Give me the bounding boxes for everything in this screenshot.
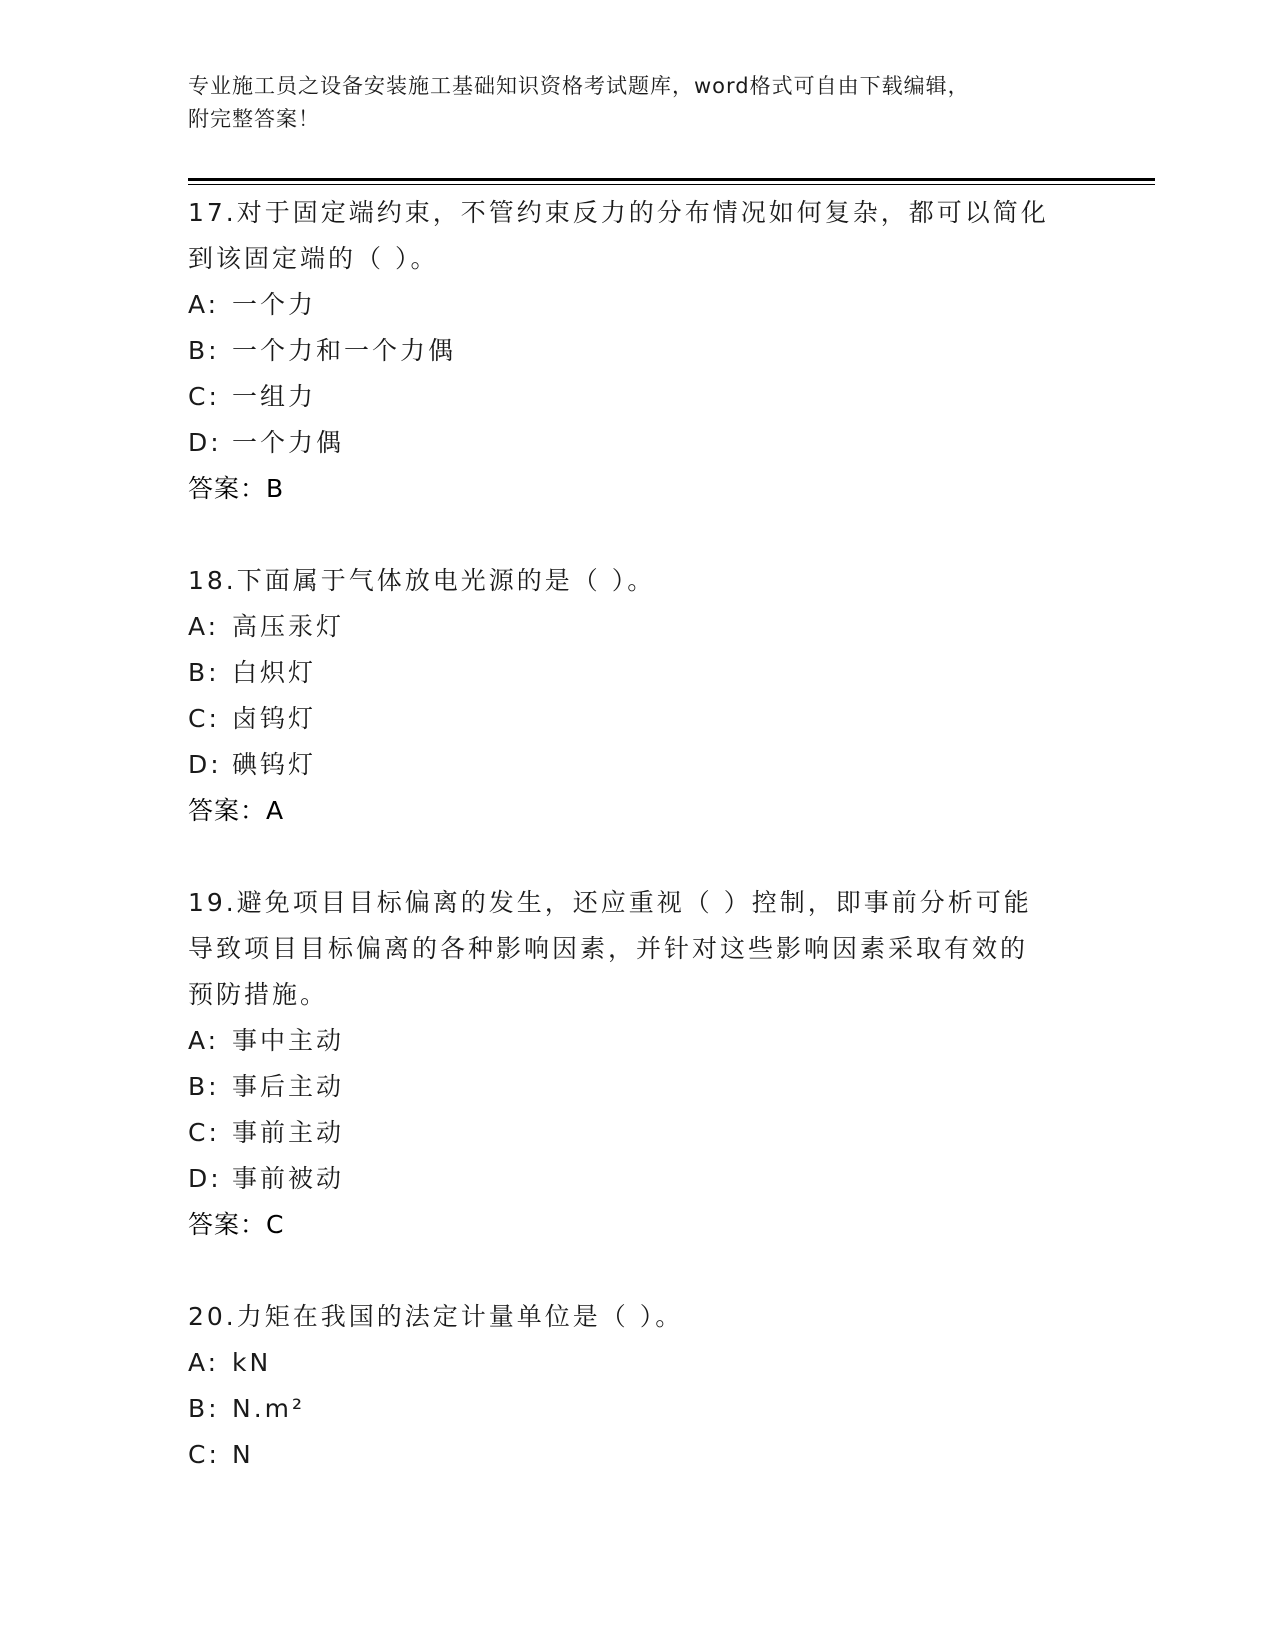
option-text: N — [232, 1440, 254, 1469]
question-stem — [188, 1294, 1088, 1340]
option-a — [188, 1340, 1088, 1386]
option-d — [188, 420, 1088, 466]
question-stem — [188, 558, 1088, 604]
option-key: C: — [188, 704, 220, 733]
option-d — [188, 742, 1088, 788]
question-stem-line: 导致项目目标偏离的各种影响因素，并针对这些影响因素采取有效的 — [188, 934, 1029, 963]
question-list — [188, 190, 1088, 1478]
question-stem — [188, 880, 1088, 1018]
question-stem-line: 到该固定端的（ ）。 — [188, 244, 439, 273]
answer-line: 答案：C — [188, 1210, 285, 1239]
option-text: 卤钨灯 — [232, 704, 317, 733]
option-text: 高压汞灯 — [232, 612, 345, 641]
header-divider-thin — [188, 184, 1155, 185]
option-d — [188, 1156, 1088, 1202]
header-divider-thick — [188, 178, 1155, 181]
option-a — [188, 1018, 1088, 1064]
question-spacer — [188, 1248, 1088, 1294]
option-text: 一个力偶 — [232, 428, 345, 457]
option-text: 一个力和一个力偶 — [232, 336, 457, 365]
question-stem — [188, 190, 1088, 282]
option-key: A: — [188, 1348, 220, 1377]
option-text: 事中主动 — [232, 1026, 345, 1055]
option-text: 一个力 — [232, 290, 317, 319]
option-b — [188, 1386, 1088, 1432]
option-text: N.m² — [232, 1394, 306, 1423]
option-key: B: — [188, 658, 220, 687]
option-text: 事前主动 — [232, 1118, 345, 1147]
option-text: 事前被动 — [232, 1164, 345, 1193]
question-spacer — [188, 834, 1088, 880]
option-a — [188, 282, 1088, 328]
option-text: 一组力 — [232, 382, 317, 411]
option-c — [188, 1432, 1088, 1478]
option-key: B: — [188, 1394, 220, 1423]
option-key: A: — [188, 612, 220, 641]
option-b — [188, 328, 1088, 374]
option-key: D: — [188, 428, 222, 457]
option-text: 碘钨灯 — [232, 750, 317, 779]
question-stem-line: 预防措施。 — [188, 980, 329, 1009]
header-line-2: 附完整答案！ — [188, 107, 320, 131]
question-spacer — [188, 512, 1088, 558]
option-c — [188, 374, 1088, 420]
option-key: D: — [188, 750, 222, 779]
option-text: kN — [232, 1348, 272, 1377]
question-18 — [188, 558, 1088, 880]
option-key: C: — [188, 1118, 220, 1147]
option-text: 白炽灯 — [232, 658, 317, 687]
question-20 — [188, 1294, 1088, 1478]
option-key: A: — [188, 290, 220, 319]
option-key: C: — [188, 1440, 220, 1469]
option-c — [188, 696, 1088, 742]
option-key: A: — [188, 1026, 220, 1055]
option-text: 事后主动 — [232, 1072, 345, 1101]
question-stem-line: 20.力矩在我国的法定计量单位是（ ）。 — [188, 1302, 684, 1331]
option-c — [188, 1110, 1088, 1156]
option-b — [188, 1064, 1088, 1110]
option-key: D: — [188, 1164, 222, 1193]
option-a — [188, 604, 1088, 650]
question-stem-line: 18.下面属于气体放电光源的是（ ）。 — [188, 566, 656, 595]
question-19 — [188, 880, 1088, 1294]
option-key: C: — [188, 382, 220, 411]
option-b — [188, 650, 1088, 696]
document-header — [188, 70, 1088, 136]
question-stem-line: 19.避免项目目标偏离的发生，还应重视（ ）控制，即事前分析可能 — [188, 888, 1032, 917]
question-stem-line: 17.对于固定端约束，不管约束反力的分布情况如何复杂，都可以简化 — [188, 198, 1049, 227]
option-key: B: — [188, 336, 220, 365]
option-key: B: — [188, 1072, 220, 1101]
header-line-1: 专业施工员之设备安装施工基础知识资格考试题库，word格式可自由下载编辑， — [188, 74, 970, 98]
answer-line: 答案：A — [188, 796, 285, 825]
question-17 — [188, 190, 1088, 558]
answer-line: 答案：B — [188, 474, 285, 503]
